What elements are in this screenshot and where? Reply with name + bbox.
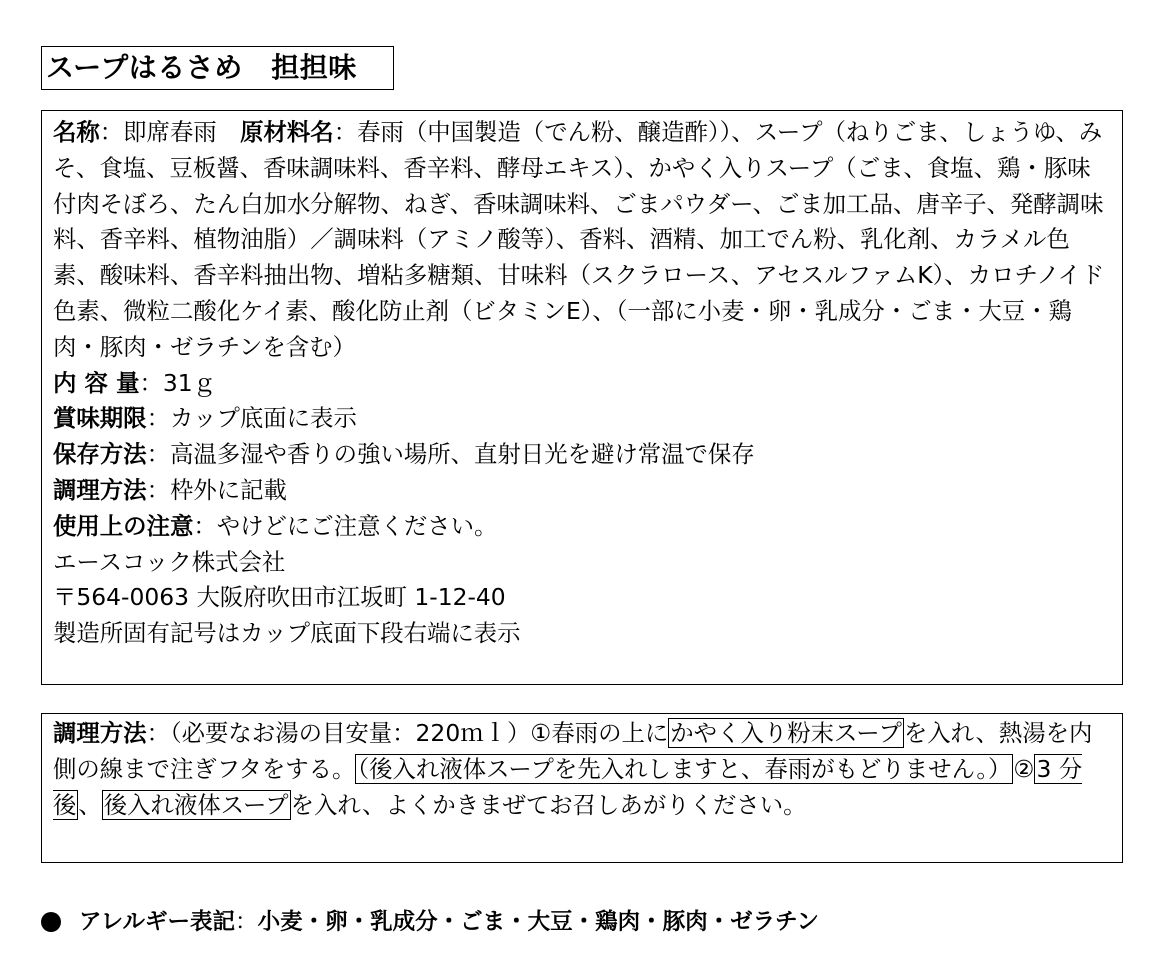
content-row (53, 366, 1112, 402)
content-label: 内 容 量 (53, 368, 140, 397)
method-label: 調理方法 (53, 719, 147, 747)
allergy-label: アレルギー表記 (79, 909, 236, 935)
cooking-label: 調理方法 (53, 475, 147, 504)
cooking-method-box (41, 713, 1123, 863)
separator: ： (139, 368, 163, 397)
bullet-icon (41, 912, 61, 932)
storage-row (53, 437, 1112, 473)
separator: ： (146, 719, 170, 747)
storage-label: 保存方法 (53, 440, 147, 469)
name-value: 即席春雨 (123, 118, 217, 146)
separator: ： (193, 511, 217, 540)
method-text-3: ② (1013, 754, 1035, 783)
factory-code-note: 製造所固有記号はカップ底面下段右端に表示 (53, 619, 521, 648)
cooking-method-text (53, 716, 1112, 823)
best-before-value: カップ底面に表示 (169, 404, 357, 433)
highlight-wait-time: 3 分後 (53, 754, 1083, 819)
name-label: 名称 (53, 118, 100, 146)
separator: ： (333, 118, 358, 146)
cooking-value: 枠外に記載 (169, 475, 287, 504)
company-name: エースコック株式会社 (53, 547, 286, 576)
product-info-box (41, 110, 1123, 685)
separator: ： (146, 475, 170, 504)
highlight-warning: （後入れ液体スープを先入れしますと、春雨がもどりません。） (357, 754, 1012, 783)
ingredients-value: 春雨（中国製造（でん粉、醸造酢））、スープ（ねりごま、しょうゆ、みそ、食塩、豆板醤、香味調味料、香辛料、酵母エキス）、かやく入りスープ（ごま、食塩、鶏・豚味付肉そぼろ、たん白加水分解物、ねぎ、香味調味料、ごまパウダー、ごま加工品、唐辛子、発酵調味料、香辛料、植物油脂）／調味料（アミノ酸等）、香料、酒精、加工でん粉、乳化剤、カラメル色素、酸味料、香辛料抽出物、増粘多糖類、甘味料（スクラロース、アセスルファムK）、カロチノイド色素、微粒二酸化ケイ素、酸化防止剤（ビタミンE）、（一部に小麦・卵・乳成分・ごま・大豆・鶏肉・豚肉・ゼラチンを含む） (53, 118, 1105, 361)
method-text-1: （必要なお湯の目安量：220ｍｌ）①春雨の上に (169, 719, 669, 747)
separator: ： (146, 404, 170, 433)
best-before-label: 賞味期限 (53, 404, 147, 433)
ingredients-label: 原材料名 (240, 118, 334, 146)
allergy-value: 小麦・卵・乳成分・ごま・大豆・鶏肉・豚肉・ゼラチン (257, 909, 819, 935)
cooking-row (53, 473, 1112, 509)
name-ingredients-row (53, 115, 1112, 366)
method-text-5: を入れ、よくかきまぜてお召しあがりください。 (290, 790, 807, 819)
caution-row (53, 509, 1112, 545)
content-value: 31ｇ (162, 368, 217, 397)
company-address: 〒564-0063 大阪府吹田市江坂町 1-12-40 (53, 583, 506, 612)
storage-value: 高温多湿や香りの強い場所、直射日光を避け常温で保存 (169, 440, 755, 469)
separator: ： (235, 909, 258, 935)
product-title: スープはるさめ 担担味 (41, 46, 394, 90)
highlight-liquid-soup: 後入れ液体スープ (103, 790, 289, 819)
caution-value: やけどにご注意ください。 (216, 511, 498, 540)
separator: ： (146, 440, 170, 469)
best-before-row (53, 401, 1112, 437)
allergy-notice (41, 904, 1123, 940)
separator: ： (99, 118, 124, 146)
method-text-2: を入れ、熱湯を内側の線まで注ぎフタをする。 (53, 719, 1093, 783)
method-text-4: 、 (78, 790, 102, 819)
highlight-powder-soup: かやく入り粉末スープ (670, 719, 902, 747)
caution-label: 使用上の注意 (53, 511, 194, 540)
